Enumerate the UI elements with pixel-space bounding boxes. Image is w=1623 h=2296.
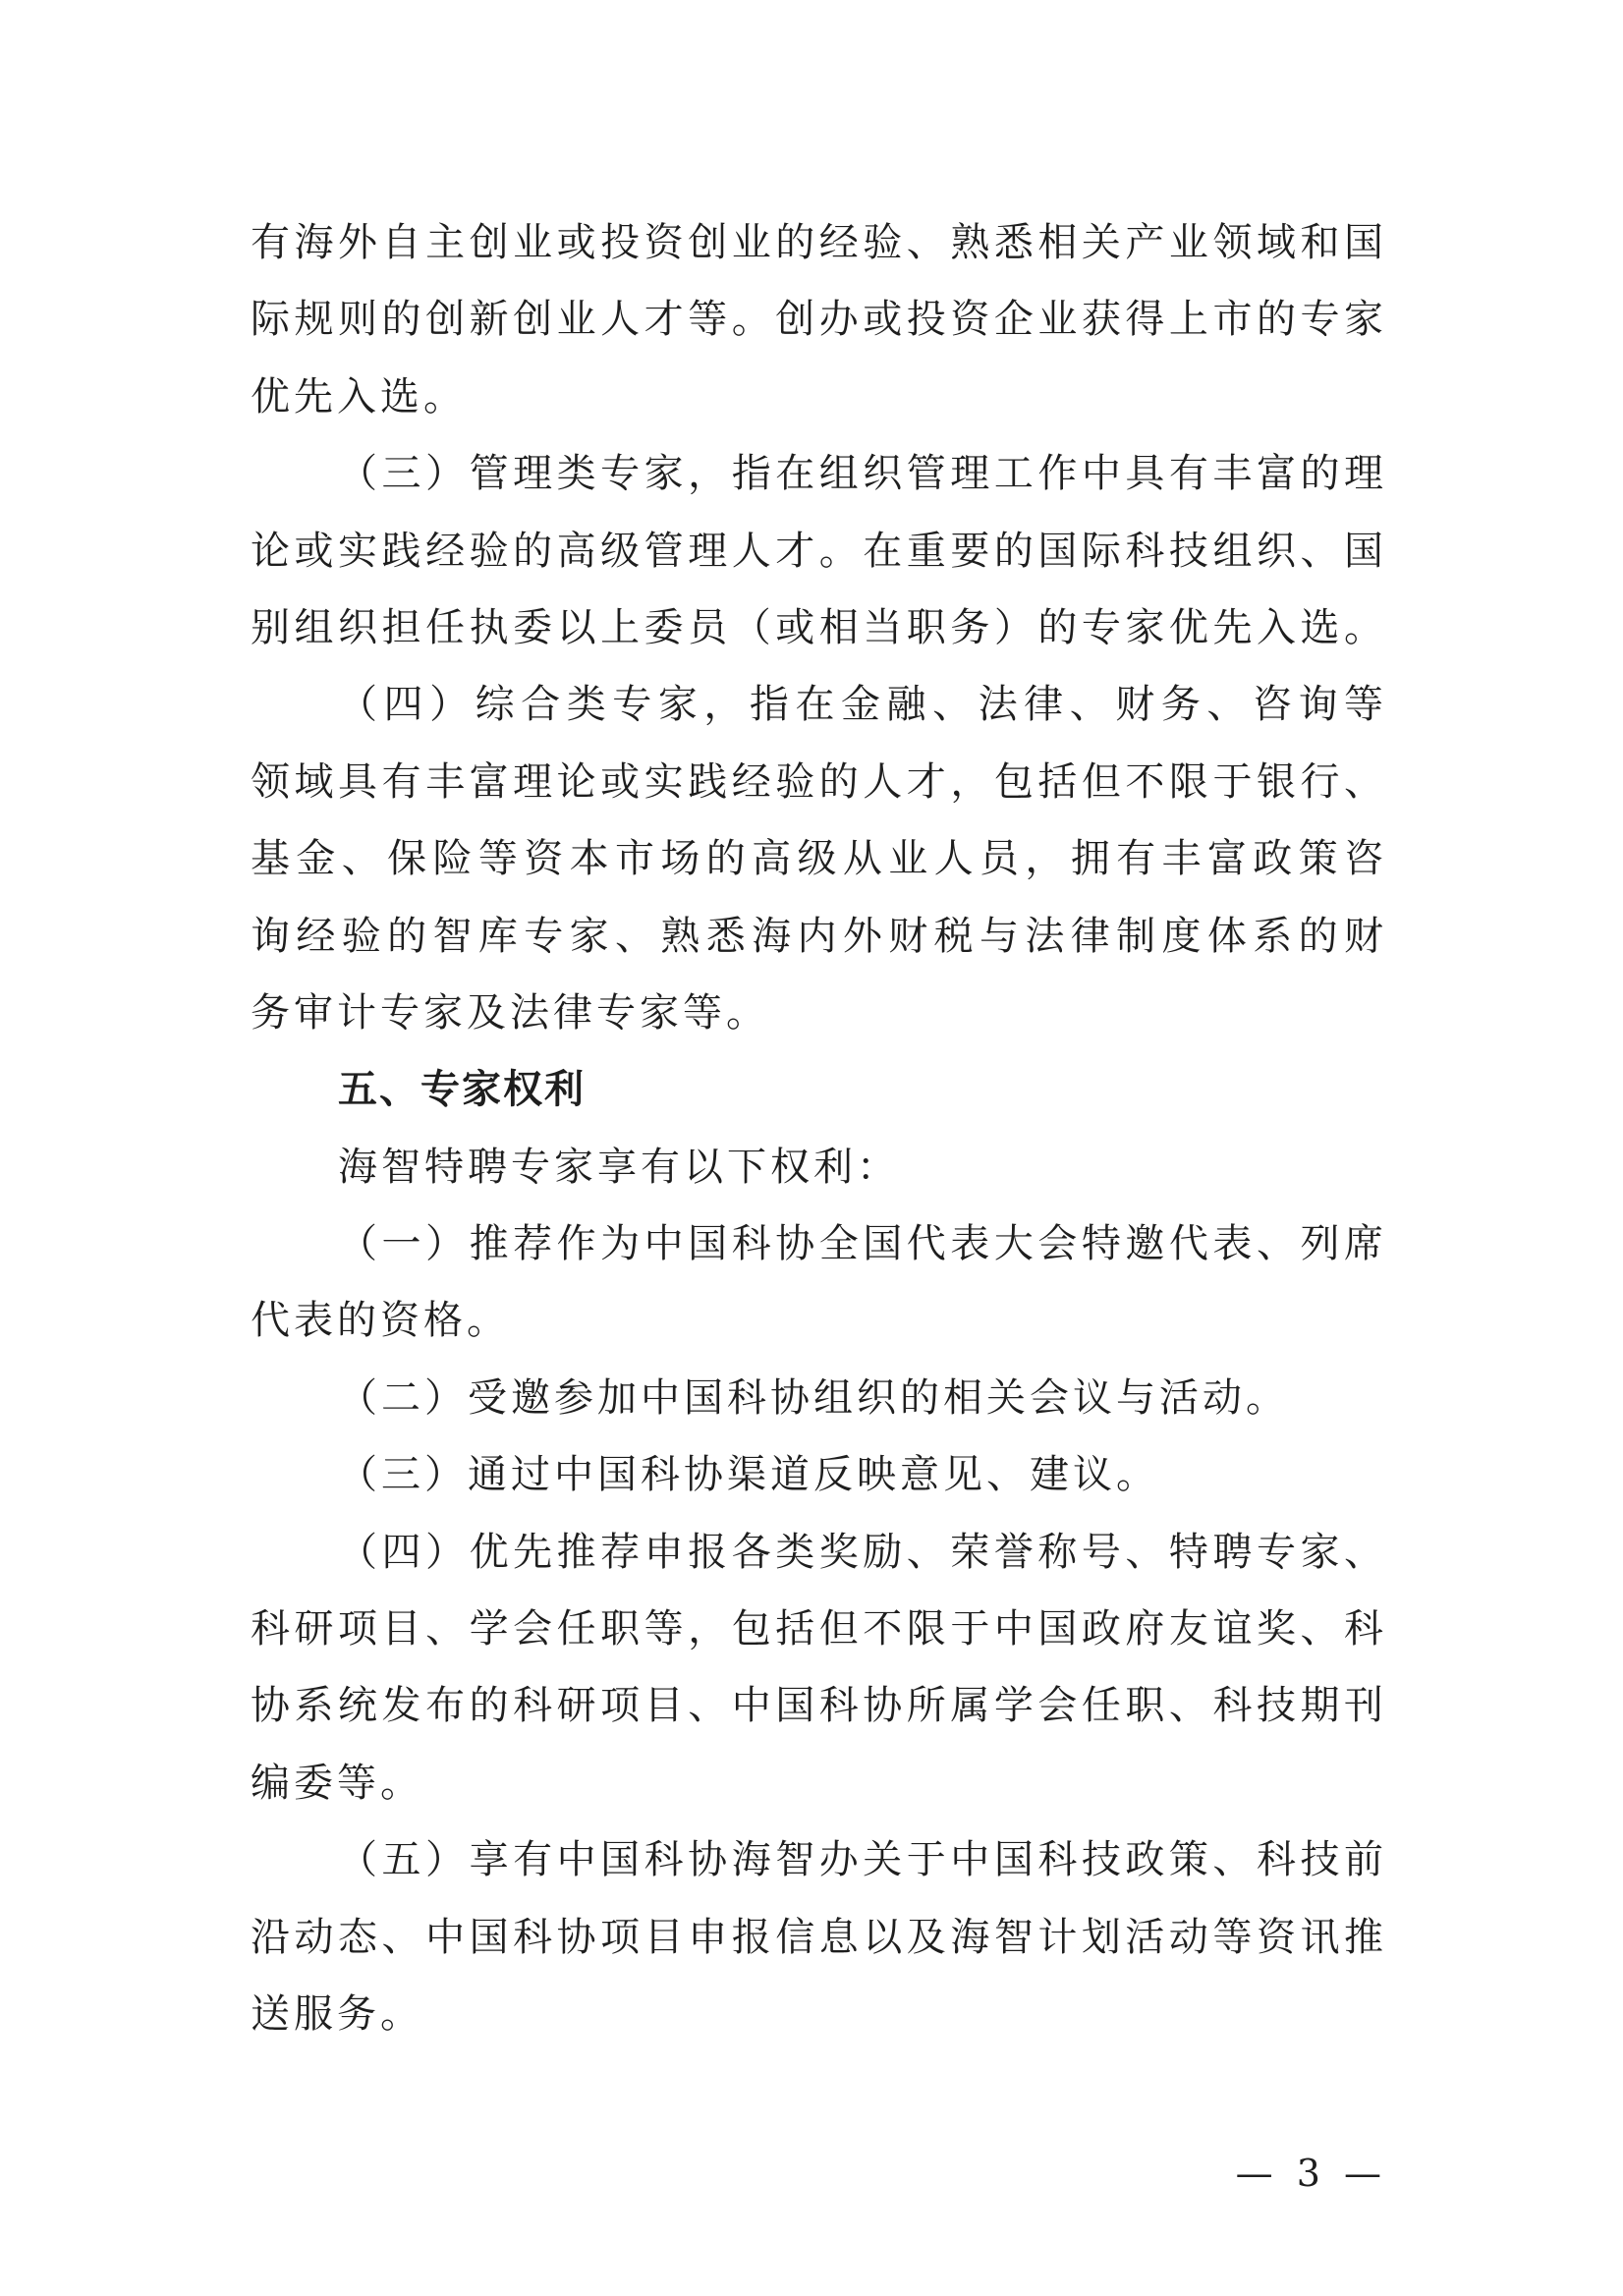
text-line: （三）通过中国科协渠道反映意见、建议。	[338, 1452, 1159, 1498]
paragraph	[251, 204, 1387, 435]
paragraph	[251, 666, 1387, 1051]
paragraph	[251, 435, 1387, 666]
list-item	[251, 1360, 1387, 1436]
section-heading: 五、专家权利	[338, 1067, 586, 1113]
text-line: 协系统发布的科研项目、中国科协所属学会任职、科技期刊	[251, 1683, 1387, 1729]
text-line: （四）综合类专家，指在金融、法律、财务、咨询等	[338, 682, 1387, 728]
text-line: 询经验的智库专家、熟悉海内外财税与法律制度体系的财	[251, 913, 1387, 959]
text-line: 送服务。	[251, 1990, 423, 2037]
list-item	[251, 1514, 1387, 1822]
text-line: 代表的资格。	[251, 1298, 510, 1344]
text-line: 有海外自主创业或投资创业的经验、熟悉相关产业领域和国	[251, 220, 1387, 265]
section-intro: 海智特聘专家享有以下权利：	[338, 1144, 900, 1190]
list-item	[251, 1436, 1387, 1513]
text-line: 沿动态、中国科协项目申报信息以及海智计划活动等资讯推	[251, 1914, 1387, 1960]
text-line: （五）享有中国科协海智办关于中国科技政策、科技前	[338, 1837, 1387, 1883]
text-line: 别组织担任执委以上委员（或相当职务）的专家优先入选。	[251, 604, 1387, 650]
text-line: 编委等。	[251, 1760, 423, 1806]
text-line: （三）管理类专家，指在组织管理工作中具有丰富的理	[338, 451, 1387, 497]
list-item	[251, 1821, 1387, 2052]
list-item	[251, 1205, 1387, 1360]
page-number: — 3 —	[1235, 2152, 1387, 2195]
text-line: （二）受邀参加中国科协组织的相关会议与活动。	[338, 1374, 1289, 1421]
text-line: （一）推荐作为中国科协全国代表大会特邀代表、列席	[338, 1221, 1387, 1267]
text-line: 基金、保险等资本市场的高级从业人员，拥有丰富政策咨	[251, 836, 1387, 882]
text-line: 论或实践经验的高级管理人才。在重要的国际科技组织、国	[251, 528, 1387, 574]
text-line: 优先入选。	[251, 373, 467, 420]
text-line: （四）优先推荐申报各类奖励、荣誉称号、特聘专家、	[338, 1529, 1387, 1575]
text-line: 务审计专家及法律专家等。	[251, 989, 769, 1036]
text-line: 领域具有丰富理论或实践经验的人才，包括但不限于银行、	[251, 758, 1387, 805]
text-line: 际规则的创新创业人才等。创办或投资企业获得上市的专家	[251, 297, 1387, 343]
text-line: 科研项目、学会任职等，包括但不限于中国政府友谊奖、科	[251, 1606, 1387, 1652]
document-body	[251, 204, 1387, 2052]
